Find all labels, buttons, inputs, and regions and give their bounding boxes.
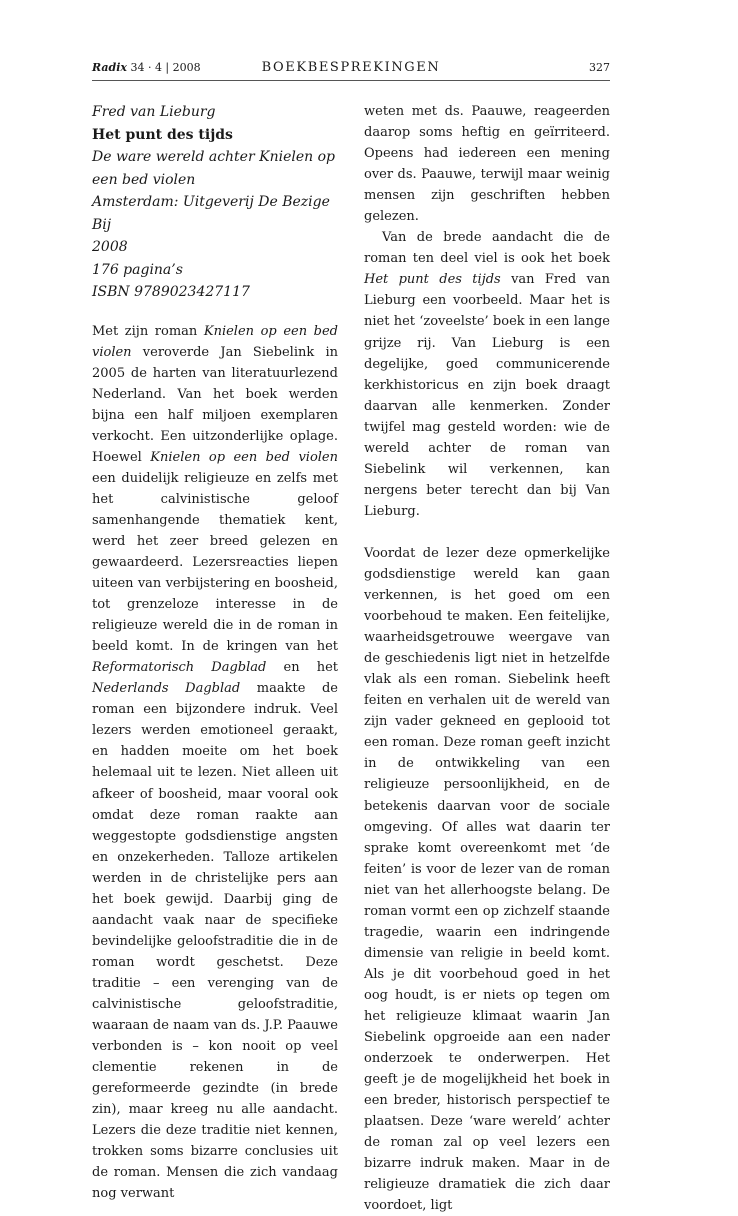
book-publisher: Amsterdam: Uitgeverij De Bezige Bij <box>92 194 330 233</box>
issue-info: 34 · 4 | 2008 <box>130 61 201 74</box>
text-run: veroverde Jan Siebelink in 2005 de harten van literatuurlezend Nederland. Van het boek werden bijna een half miljoen exemplaren verkocht. Een uitzonderlijke oplage. Hoewel <box>92 344 338 465</box>
book-pages: 176 pagina’s <box>92 261 183 278</box>
paragraph <box>364 227 610 522</box>
right-body-text <box>364 101 610 1216</box>
italic-title: Nederlands Dagblad <box>92 681 241 697</box>
paragraph: weten met ds. Paauwe, reageerden daarop soms heftig en geïrriteerd. Opeens had iedereen een mening over ds. Paauwe, terwijl maar weinig mensen zijn geschriften hebben gelezen. <box>364 104 610 225</box>
text-run: van Fred van Lieburg een voorbeeld. Maar het is niet het ‘zoveelste’ boek in een lange grijze rij. Van Lieburg is een degelijke, goed communicerende kerkhistoricus en zijn boek draagt daarvan alle kenmerken. Zonder twijfel mag gesteld worden: wie de wereld achter de roman van Siebelink wil verkennen, kan nergens beter terecht dan bij Van Lieburg. <box>364 272 610 519</box>
paragraph: Voordat de lezer deze opmerkelijke godsdienstige wereld kan gaan verkennen, is het goed om een voorbehoud te maken. Een feitelijke, waarheidsgetrouwe weergave van de geschiedenis ligt niet in hetzelfde vlak als een roman. Siebelink heeft feiten en verhalen uit de wereld van zijn vader gekneed en geplooid tot een roman. Deze roman geeft inzicht in de ontwikkeling van een religieuze persoonlijkheid, en de betekenis daarvan voor de sociale omgeving. Of alles wat daarin ter sprake komt overeenkomt met ‘de feiten’ is voor de lezer van de roman niet van het allerhoogste belang. De roman vormt een op zichzelf staande tragedie, waarin een indringende dimensie van religie in beeld komt. Als je dit voorbehoud goed in het oog houdt, is er niets op tegen om het religieuze klimaat waarin Jan Siebelink opgroeide aan een nader onderzoek te onderwerpen. Het geeft je de mogelijkheid het boek in een breder, historisch perspectief te plaatsen. Deze ‘ware wereld’ achter de roman zal op veel lezers een bizarre indruk maken. Maar in de religieuze dramatiek die zich daar voordoet, ligt <box>364 545 610 1214</box>
book-metadata <box>92 101 338 304</box>
text-run: maakte de roman een bijzondere indruk. Veel lezers werden emotioneel geraakt, en hadden moeite om het boek helemaal uit te lezen. Niet alleen uit afkeer of boosheid, maar vooral ook omdat deze roman raakte aan weggestopte godsdienstige angsten en onzekerheden. Talloze artikelen werden in de christelijke pers aan het boek gewijd. Daarbij ging de aandacht vaak naar de specifieke bevindelijke geloofstraditie die in de roman wordt geschetst. Deze traditie – een verenging van de calvinistische geloofstraditie, waaraan de naam van ds. J.P. Paauwe verbonden is – kon nooit op veel clementie rekenen in de gereformeerde gezindte (in brede zin), maar kreeg nu alle aandacht. Lezers die deze traditie niet kennen, trokken soms bizarre conclusies uit de roman. Mensen die zich vandaag nog verwant <box>92 681 338 1202</box>
left-column <box>92 101 338 1204</box>
running-header <box>92 58 610 81</box>
journal-name: Radix <box>92 61 127 74</box>
book-subtitle: De ware wereld achter Knielen op een bed violen <box>92 149 335 188</box>
italic-title: Knielen op een bed violen <box>92 323 338 360</box>
book-year: 2008 <box>92 239 128 255</box>
text-run: en het <box>266 660 339 676</box>
section-title: BOEKBESPREKINGEN <box>261 60 441 75</box>
paragraph <box>92 321 338 1205</box>
italic-title: Reformatorisch Dagblad <box>92 660 267 676</box>
book-isbn: ISBN 9789023427117 <box>92 284 250 300</box>
right-column <box>364 101 610 1216</box>
left-body-text <box>92 321 338 1205</box>
text-run: een duidelijk religieuze en zelfs met het calvinistische geloof samenhangende thematiek kent, werd het zeer breed gelezen en gewaardeerd. Lezersreacties liepen uiteen van verbijstering en boosheid, tot grenzeloze interesse in de religieuze wereld die in de roman in beeld komt. In de kringen van het <box>92 470 338 655</box>
book-author: Fred van Lieburg <box>92 104 216 120</box>
page-number: 327 <box>589 61 610 74</box>
text-run: Met zijn roman <box>92 323 204 339</box>
book-title: Het punt des tijds <box>92 126 233 143</box>
text-run: Van de brede aandacht die de roman ten deel viel is ook het boek <box>364 230 610 267</box>
italic-title: Knielen op een bed violen <box>150 449 338 465</box>
italic-title: Het punt des tijds <box>364 272 501 288</box>
